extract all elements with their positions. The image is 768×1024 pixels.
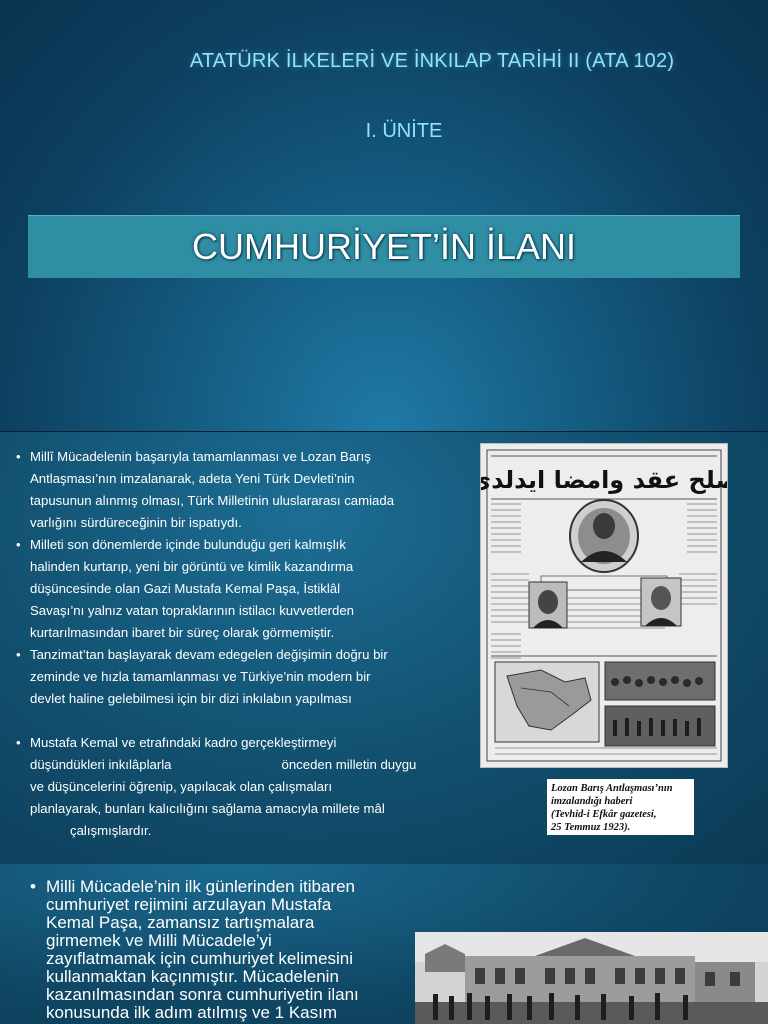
bullet-line: zeminde ve hızla tamamlanması ve Türkiye’nin modern bir: [30, 669, 371, 684]
bullet-line: konusunda ilk adım atılmış ve 1 Kasım: [46, 1003, 338, 1022]
building-photo: [415, 932, 768, 1024]
bullet-line: kurtarılmasından ibaret bir süreç olarak görmemiştir.: [30, 625, 335, 640]
content-slide-2: [0, 864, 768, 1024]
bullet-line: zayıflatmamak için cumhuriyet kelimesini: [46, 949, 354, 968]
bullet-line: ve düşüncelerini öğrenip, yapılacak olan çalışmaları: [30, 779, 333, 794]
bullet-line: • Milli Mücadele’nin ilk günlerinden itibaren: [46, 877, 355, 896]
caption-line: imzalandığı haberi: [551, 796, 633, 807]
main-title: CUMHURİYET’İN İLANI: [191, 226, 577, 267]
bullet-item: [16, 534, 466, 644]
course-title: ATATÜRK İLKELERİ VE İNKILAP TARİHİ II (ATA 102): [189, 50, 675, 72]
bullet-item: [30, 878, 415, 1022]
bullet-item: [16, 446, 466, 534]
bullet-line: kazanılmasından sonra cumhuriyetin ilanı: [46, 985, 359, 1004]
caption-line: (Tevhid-i Efkâr gazetesi,: [551, 809, 657, 820]
bullet-line: [30, 754, 466, 776]
bullet-line: tapusunun alınmış olması, Türk Milletinin uluslararası camiada: [30, 493, 395, 508]
bullet-line: cumhuriyet rejimini arzulayan Mustafa: [46, 895, 332, 914]
caption-line: 25 Temmuz 1923).: [551, 822, 631, 833]
image-caption: [547, 779, 694, 835]
newspaper-headline: صلح عقد وامضا ايدلدى: [481, 466, 727, 494]
bullet-line: Antlaşması’nın imzalanarak, adeta Yeni Türk Devleti’nin: [30, 471, 355, 486]
bullet-line: düşüncesinde olan Gazi Mustafa Kemal Paşa, İstiklâl: [30, 581, 341, 596]
title-bar: [28, 215, 740, 278]
bullet-line: • Milleti son dönemlerde içinde bulunduğu geri kalmışlık: [30, 537, 346, 552]
bullet-line: planlayarak, bunları kalıcılığını sağlama amacıyla millete mâl: [30, 801, 385, 816]
bullet-line: girmemek ve Milli Mücadele’yi: [46, 931, 272, 950]
bullet-line: devlet haline gelebilmesi için bir dizi inkılabın yapılması: [30, 691, 352, 706]
bullet-line: • Mustafa Kemal ve etrafındaki kadro gerçekleştirmeyi: [30, 735, 337, 750]
bullet-line: Kemal Paşa, zamansız tartışmalara: [46, 913, 315, 932]
bullet-list: [16, 446, 466, 842]
title-slide: [0, 0, 768, 432]
newspaper-image: [480, 443, 728, 768]
content-slide-1: [0, 432, 768, 864]
bullet-line: varlığını sürdüreceğinin bir ispatıydı.: [30, 515, 242, 530]
bullet-line-part: düşündükleri inkılâplarla: [30, 757, 172, 772]
bullet-line: • Millî Mücadelenin başarıyla tamamlanması ve Lozan Barış: [30, 449, 371, 464]
bullet-line: kullanmaktan kaçınmıştır. Mücadelenin: [46, 967, 339, 986]
bullet-line: Savaşı’nı yalnız vatan topraklarının istilacı kuvvetlerden: [30, 603, 354, 618]
bullet-line: • Tanzimat’tan başlayarak devam edegelen değişimin doğru bir: [30, 647, 388, 662]
caption-line: Lozan Barış Antlaşması’nın: [551, 783, 673, 794]
unit-title: I. ÜNİTE: [365, 120, 443, 142]
bullet-item: [16, 644, 466, 710]
bullet-item: [16, 732, 466, 842]
bullet-line: halinden kurtarıp, yeni bir görüntü ve kimlik kazandırma: [30, 559, 354, 574]
bullet-line: çalışmışlardır.: [70, 823, 152, 838]
bullet-line-part: önceden milletin duygu: [281, 757, 417, 772]
bullet-list: [30, 878, 415, 1022]
